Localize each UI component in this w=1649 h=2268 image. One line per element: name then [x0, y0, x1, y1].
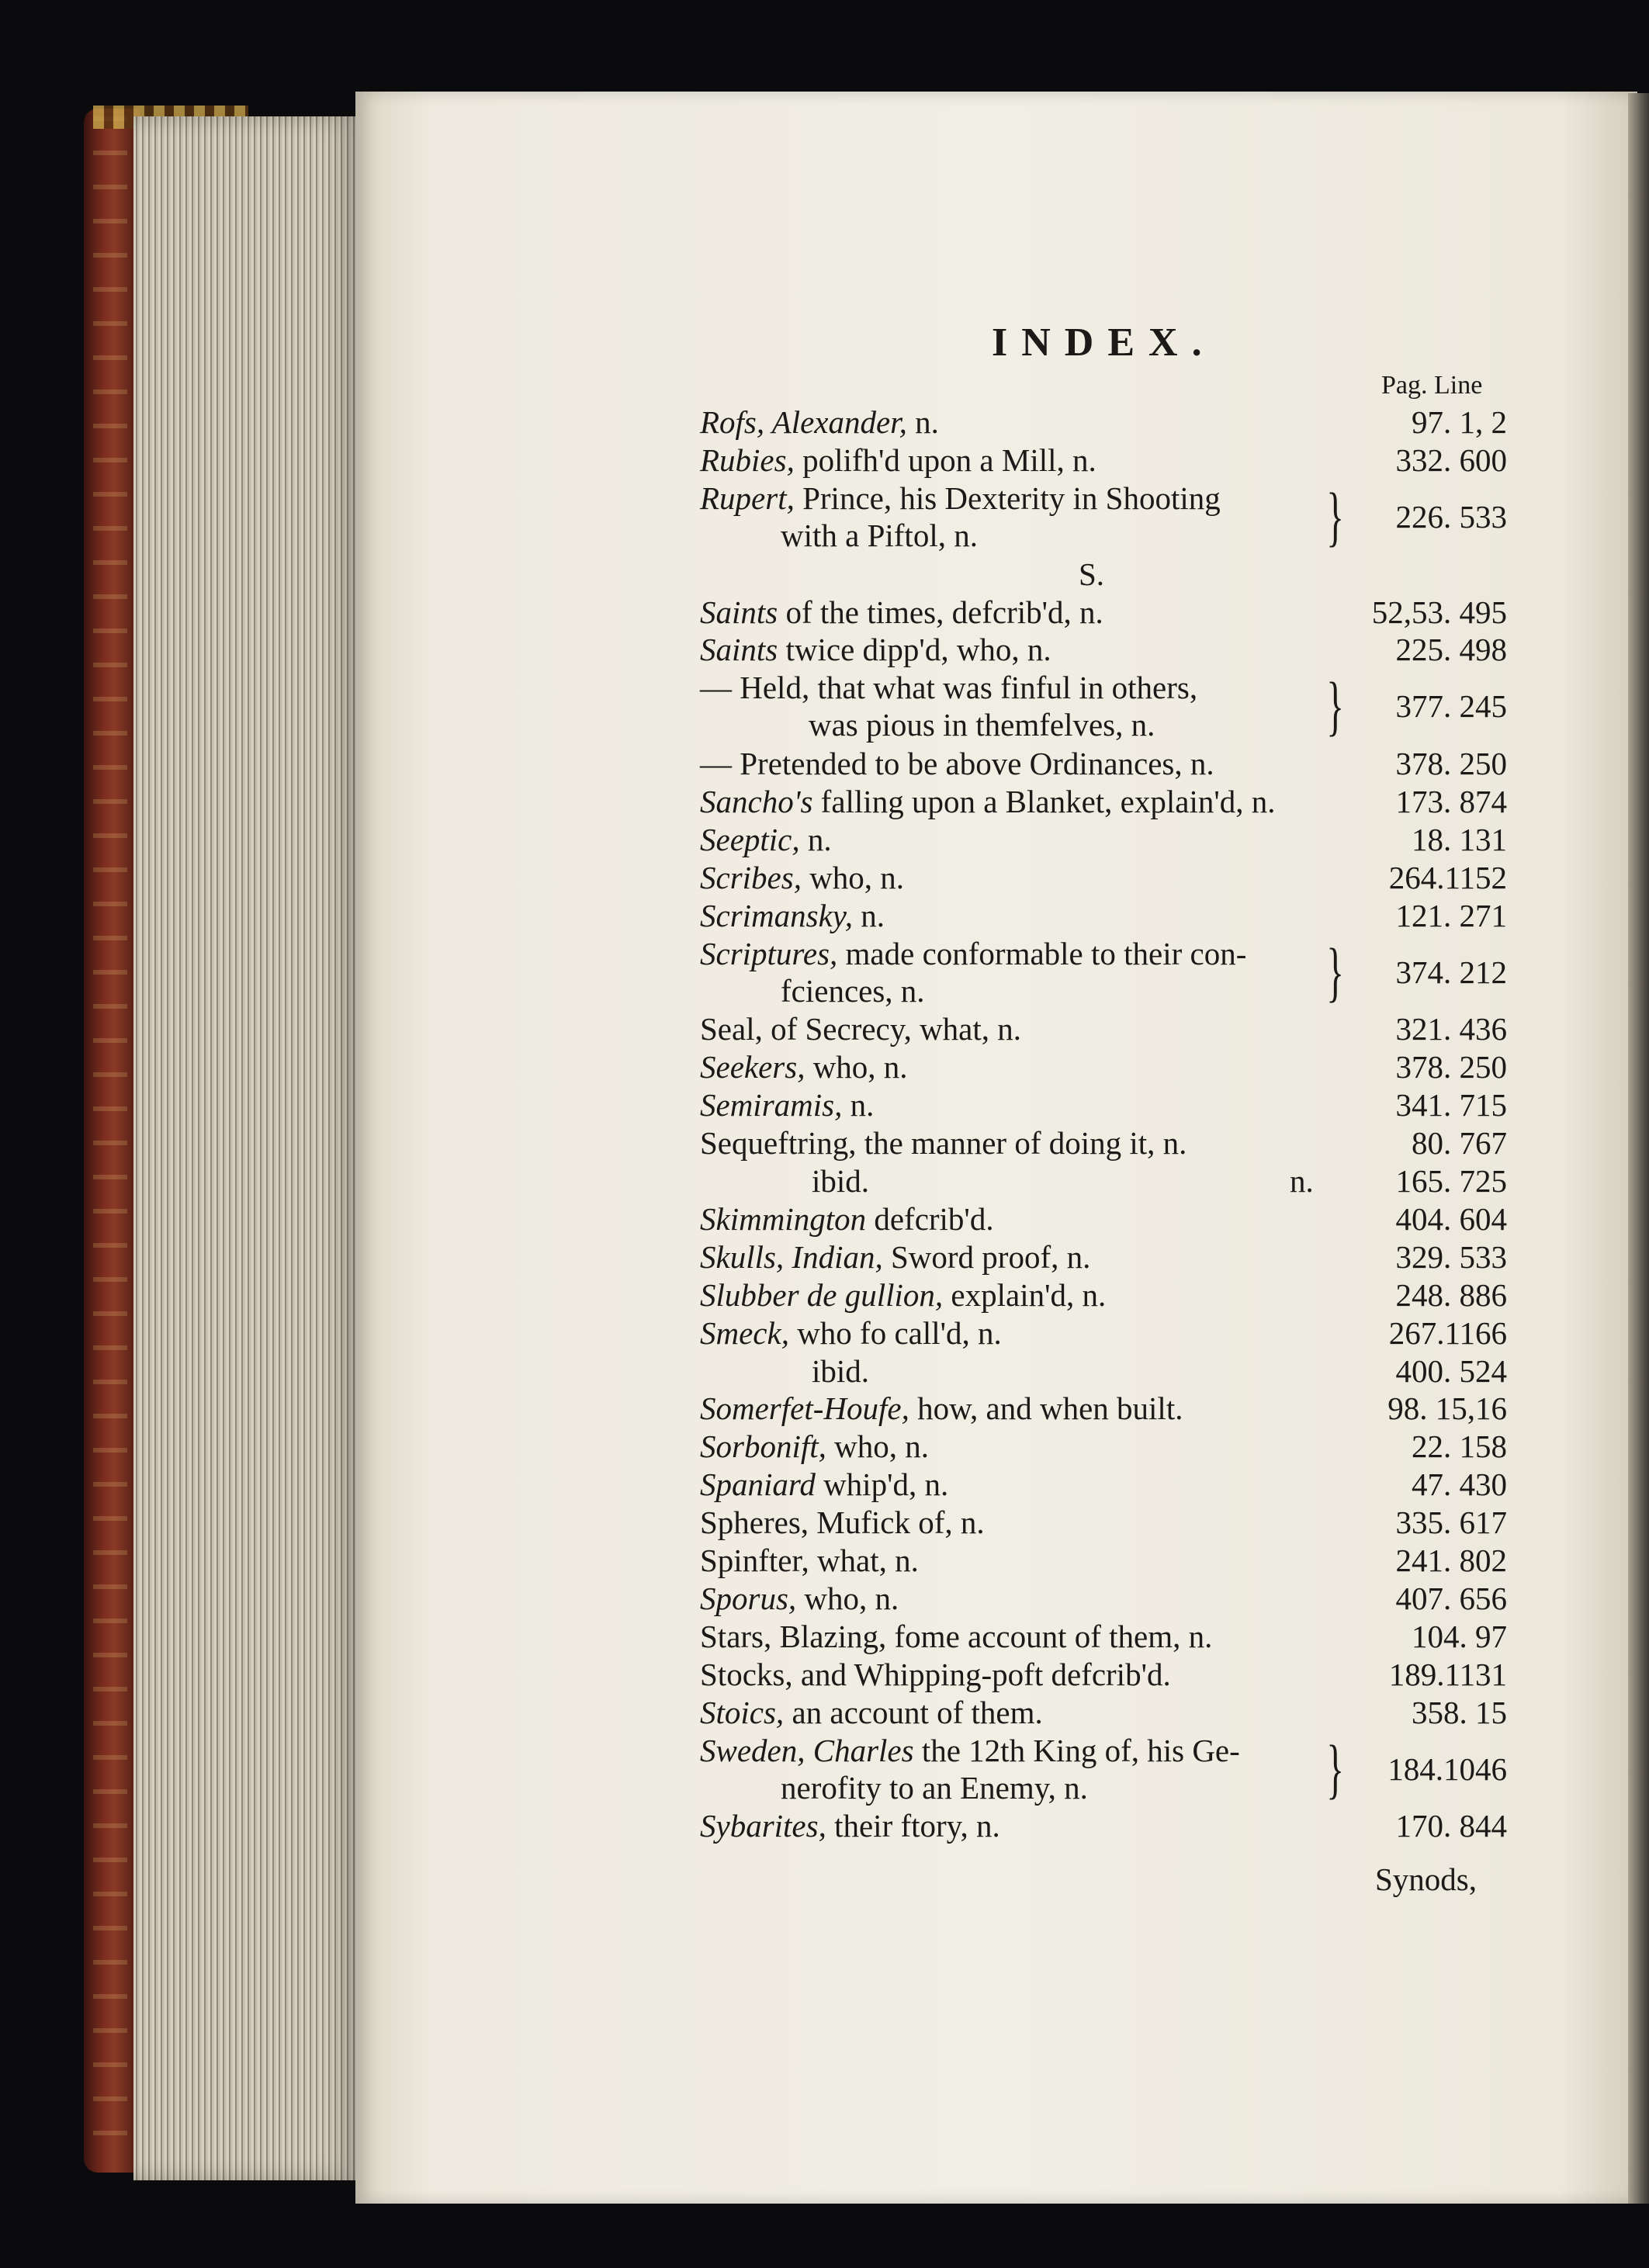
entry-description: ibid. — [812, 1163, 870, 1199]
entry-text — [812, 1352, 869, 1390]
page-line-ref: 52,53. 495 — [1371, 594, 1507, 630]
index-entry — [700, 1466, 1507, 1503]
index-entry — [700, 1200, 1507, 1238]
page-title: INDEX. — [992, 320, 1216, 365]
entry-heading: Slubber de gullion, — [700, 1276, 944, 1313]
entry-text — [700, 821, 832, 858]
page-line-ref: 329. 533 — [1395, 1238, 1507, 1275]
index-entry — [700, 441, 1507, 479]
entry-text — [700, 1542, 919, 1579]
entry-description: made conformable to their con- — [837, 935, 1247, 971]
entry-text — [700, 1428, 929, 1465]
entry-description: an account of them. — [784, 1694, 1043, 1730]
entry-heading: Somerfet-Houfe, — [700, 1390, 909, 1427]
page-line-ref: 121. 271 — [1395, 897, 1507, 933]
section-letter: S. — [1079, 556, 1105, 592]
entry-text — [700, 594, 1103, 631]
index-entry — [700, 1086, 1507, 1124]
entry-description: the 12th King of, his Ge- — [913, 1732, 1240, 1768]
index-entry — [700, 403, 1507, 441]
entry-heading: Scrimansky, — [700, 897, 853, 933]
entry-text — [700, 783, 1275, 820]
entry-description: Sequeftring, the manner of doing it, n. — [700, 1125, 1187, 1162]
entry-description: who, n. — [826, 1428, 929, 1465]
entry-description: Held, that what was finful in others, — [732, 670, 1198, 706]
entry-description: Spinfter, what, n. — [700, 1543, 919, 1578]
page-line-ref: 165. 725 — [1395, 1163, 1507, 1199]
page-line-ref: 97. 1, 2 — [1412, 404, 1507, 440]
column-headers — [1381, 371, 1482, 400]
index-entry — [700, 480, 1507, 554]
entry-text — [700, 1048, 908, 1086]
page-line-ref: 248. 886 — [1395, 1276, 1507, 1313]
index-entry — [700, 1807, 1507, 1844]
entry-heading: Stoics, — [700, 1694, 785, 1730]
entry-description: Seal, of Secrecy, what, n. — [700, 1011, 1022, 1047]
brace: } — [1326, 1730, 1344, 1806]
page-line-ref: 378. 250 — [1395, 1049, 1507, 1086]
entry-description: n. — [906, 404, 939, 440]
entry-continuation: nerofity to an Enemy, n. — [781, 1769, 1088, 1806]
index-entry — [700, 1694, 1507, 1731]
page-line-ref: 18. 131 — [1412, 821, 1507, 857]
index-entry — [700, 1618, 1507, 1655]
page-line-ref: 377. 245 — [1395, 688, 1507, 725]
page-shadow — [1628, 93, 1649, 2204]
entry-heading: Skulls, Indian, — [700, 1238, 883, 1275]
page-line-ref: 22. 158 — [1412, 1428, 1507, 1465]
index-entry — [700, 669, 1507, 743]
entry-description: Stocks, and Whipping-poft defcrib'd. — [700, 1656, 1171, 1692]
entry-heading: Saints — [700, 594, 778, 630]
page-line-ref: 80. 767 — [1412, 1125, 1507, 1162]
index-entry — [700, 1656, 1507, 1693]
page-line-ref: 267.1166 — [1388, 1314, 1507, 1351]
index-entry — [700, 1428, 1507, 1465]
index-entry — [700, 631, 1507, 668]
page-line-ref: 374. 212 — [1395, 954, 1507, 990]
entry-description: their ftory, n. — [826, 1808, 1000, 1844]
entry-description: Pretended to be above Ordinances, n. — [732, 746, 1214, 782]
entry-heading: Seeptic, — [700, 821, 800, 857]
entry-continuation: fciences, n. — [781, 972, 925, 1009]
entry-description: how, and when built. — [909, 1390, 1183, 1427]
entry-heading: Rupert, — [700, 480, 795, 516]
index-entry — [700, 1276, 1507, 1314]
page-line-ref: 173. 874 — [1395, 784, 1507, 819]
index-entry — [700, 1504, 1507, 1541]
page-line-ref: 378. 250 — [1395, 746, 1507, 782]
entry-heading: Sorbonift, — [700, 1428, 826, 1465]
index-entry — [700, 1238, 1507, 1276]
entry-heading: Saints — [700, 632, 778, 668]
entry-description: defcrib'd. — [866, 1200, 994, 1237]
entry-text — [700, 897, 885, 934]
entry-continuation: was pious in themfelves, n. — [809, 707, 1155, 743]
entry-text — [700, 935, 1246, 1009]
page-line-ref: 184.1046 — [1387, 1750, 1507, 1787]
page-line-ref: 226. 533 — [1395, 498, 1507, 535]
page-line-ref: 407. 656 — [1395, 1580, 1507, 1616]
index-entry — [700, 1314, 1507, 1352]
index-entry — [700, 897, 1507, 934]
entry-text — [700, 1656, 1171, 1693]
index-entry — [700, 1352, 1507, 1390]
entry-description: falling upon a Blanket, explain'd, n. — [812, 784, 1276, 819]
page-line-ref: 98. 15,16 — [1387, 1390, 1507, 1427]
entry-description: ibid. — [812, 1352, 870, 1389]
entry-heading: Rubies, — [700, 441, 795, 478]
entry-description: n. — [799, 821, 832, 857]
entry-text — [700, 480, 1221, 554]
entry-heading: Scriptures, — [700, 935, 838, 971]
page-block-edges — [133, 116, 360, 2180]
entry-heading: Smeck, — [700, 1314, 789, 1351]
entry-heading: Scribes, — [700, 859, 802, 895]
entry-description: of the times, defcrib'd, n. — [778, 594, 1103, 630]
entry-text — [700, 1238, 1090, 1276]
brace: } — [1326, 668, 1344, 743]
entry-description: Stars, Blazing, fome account of them, n. — [700, 1618, 1213, 1654]
entry-text — [700, 1504, 985, 1541]
entry-description: who, n. — [805, 1049, 908, 1086]
entry-text — [700, 1732, 1240, 1806]
entry-text — [700, 1390, 1183, 1427]
index-entry — [700, 1048, 1507, 1086]
entry-text — [700, 1618, 1212, 1655]
index-entry — [700, 1732, 1507, 1806]
entry-text — [700, 1010, 1021, 1047]
page-line-ref: 404. 604 — [1395, 1200, 1507, 1237]
entry-description: twice dipp'd, who, n. — [778, 632, 1051, 668]
page-line-ref: 321. 436 — [1395, 1011, 1507, 1047]
page-line-ref: 104. 97 — [1412, 1618, 1507, 1654]
entry-text — [700, 669, 1197, 743]
entry-text — [700, 745, 1214, 782]
brace: } — [1326, 478, 1344, 553]
entry-description: who, n. — [796, 1580, 899, 1616]
index-entry — [700, 1580, 1507, 1617]
entry-description: Sword proof, n. — [882, 1238, 1091, 1275]
page-line-ref: 189.1131 — [1388, 1656, 1507, 1692]
index-entry — [700, 1124, 1507, 1162]
entry-description: who, n. — [801, 859, 905, 895]
entry-heading: Semiramis, — [700, 1087, 843, 1124]
entry-text — [700, 1807, 1000, 1844]
index-entry — [700, 1542, 1507, 1579]
entry-heading: — — [700, 670, 732, 706]
entry-description: polifh'd upon a Mill, n. — [794, 441, 1096, 478]
index-entry — [700, 1390, 1507, 1427]
entry-description: n. — [853, 897, 885, 933]
page-line-ref: 332. 600 — [1395, 441, 1507, 478]
entry-heading: — — [700, 746, 732, 782]
page-line-ref: 47. 430 — [1412, 1466, 1507, 1503]
page-line-ref: 225. 498 — [1395, 632, 1507, 668]
entry-heading: Sancho's — [700, 784, 813, 819]
entry-text — [700, 859, 904, 896]
index-entry — [700, 859, 1507, 896]
col-line-label: Line — [1434, 371, 1483, 400]
page-line-ref: 264.1152 — [1388, 859, 1507, 895]
index-entry — [700, 1162, 1507, 1200]
entry-text — [700, 403, 939, 441]
entry-description: whip'd, n. — [815, 1466, 949, 1503]
index-entry — [700, 821, 1507, 858]
index-entry — [700, 783, 1507, 820]
index-entry — [700, 1010, 1507, 1047]
catchword: Synods, — [1375, 1861, 1478, 1897]
index-entry — [700, 745, 1507, 782]
col-page-label: Pag. — [1381, 371, 1428, 400]
entry-text — [700, 1200, 994, 1238]
entry-description: n. — [842, 1087, 875, 1124]
entry-text — [700, 1466, 948, 1503]
entry-text — [700, 1694, 1043, 1731]
entry-text — [700, 1124, 1187, 1162]
entry-text — [700, 1314, 1002, 1352]
entry-continuation: with a Piftol, n. — [781, 517, 978, 553]
entry-description: Prince, his Dexterity in Shooting — [794, 480, 1221, 516]
page-line-ref: 241. 802 — [1395, 1543, 1507, 1578]
entry-description: Spheres, Mufick of, n. — [700, 1504, 985, 1541]
entry-heading: Skimmington — [700, 1200, 867, 1237]
entry-note: n. — [1290, 1163, 1314, 1199]
entry-text — [700, 1086, 874, 1124]
entry-heading: Sybarites, — [700, 1808, 826, 1844]
entry-description: explain'd, n. — [943, 1276, 1107, 1313]
entry-heading: Sporus, — [700, 1580, 797, 1616]
entry-heading: Sweden, Charles — [700, 1732, 914, 1768]
brace: } — [1326, 933, 1344, 1009]
entry-text — [700, 1580, 899, 1617]
entry-text — [700, 441, 1096, 479]
entry-text — [700, 1276, 1106, 1314]
entry-text — [812, 1162, 1314, 1200]
index-entry — [700, 594, 1507, 631]
page-line-ref: 341. 715 — [1395, 1087, 1507, 1124]
entry-heading: Rofs, Alexander, — [700, 404, 907, 440]
entry-heading: Seekers, — [700, 1049, 805, 1086]
index-entry — [700, 935, 1507, 1009]
page-line-ref: 170. 844 — [1395, 1808, 1507, 1844]
entry-heading: Spaniard — [700, 1466, 816, 1503]
page-line-ref: 335. 617 — [1395, 1504, 1507, 1541]
entry-description: who fo call'd, n. — [788, 1314, 1002, 1351]
page-line-ref: 358. 15 — [1412, 1694, 1507, 1730]
page-line-ref: 400. 524 — [1395, 1352, 1507, 1389]
binding-ornament — [93, 116, 127, 2165]
entry-text — [700, 631, 1051, 668]
